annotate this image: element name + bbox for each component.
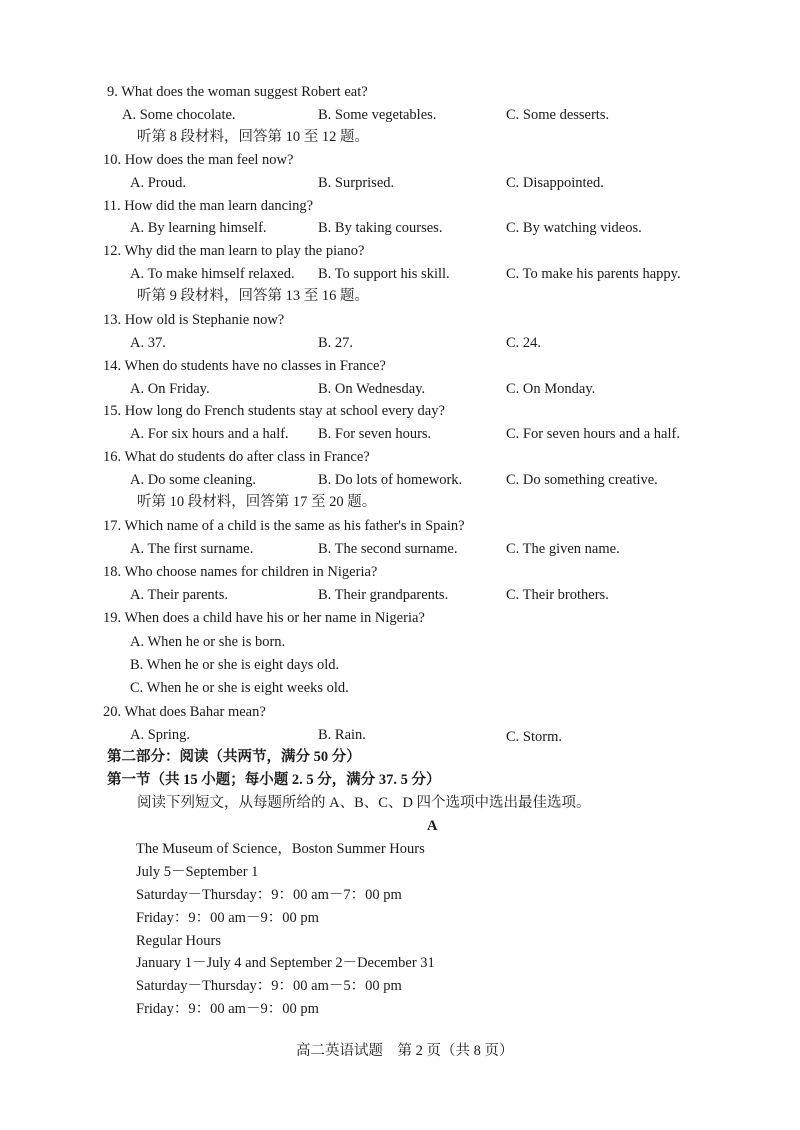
section-heading: 第一节（共 15 小题；每小题 2. 5 分，满分 37. 5 分）	[107, 772, 441, 788]
option-c: C. Storm.	[506, 729, 562, 745]
question-stem: 10. How does the man feel now?	[103, 152, 294, 168]
option-c: C. The given name.	[506, 541, 620, 557]
listening-note: 听第 10 段材料，回答第 17 至 20 题。	[137, 494, 377, 510]
passage-line: The Museum of Science，Boston Summer Hours	[136, 841, 425, 857]
question-stem: 20. What does Bahar mean?	[103, 704, 266, 720]
part-heading: 第二部分：阅读（共两节，满分 50 分）	[107, 749, 361, 765]
option-a: A. Their parents.	[130, 587, 228, 603]
passage-line: Saturday－Thursday：9：00 am－7：00 pm	[136, 887, 402, 903]
option-b: B. 27.	[318, 335, 354, 351]
passage-line: Friday：9：00 am－9：00 pm	[136, 910, 319, 926]
option-a: A. Proud.	[130, 175, 186, 191]
question-stem: 18. Who choose names for children in Nigeria?	[103, 564, 378, 580]
option-b: B. To support his skill.	[318, 266, 450, 282]
option-b: B. Their grandparents.	[318, 587, 449, 603]
option-b: B. The second surname.	[318, 541, 458, 557]
listening-note: 听第 8 段材料，回答第 10 至 12 题。	[137, 129, 369, 145]
option-c: C. Disappointed.	[506, 175, 604, 191]
option-b: B. Do lots of homework.	[318, 472, 463, 488]
option-a: A. Do some cleaning.	[130, 472, 257, 488]
passage-line: July 5－September 1	[136, 864, 259, 880]
option-b: B. By taking courses.	[318, 220, 443, 236]
question-stem: 9. What does the woman suggest Robert eat?	[107, 84, 368, 100]
option-c: C. For seven hours and a half.	[506, 426, 680, 442]
option-c: C. 24.	[506, 335, 542, 351]
option-b: B. For seven hours.	[318, 426, 432, 442]
option-b: B. Surprised.	[318, 175, 395, 191]
option-b: B. When he or she is eight days old.	[130, 657, 340, 673]
question-stem: 16. What do students do after class in France?	[103, 449, 370, 465]
listening-note: 听第 9 段材料，回答第 13 至 16 题。	[137, 288, 369, 304]
passage-letter: A	[427, 818, 438, 834]
option-a: A. For six hours and a half.	[130, 426, 289, 442]
question-stem: 13. How old is Stephanie now?	[103, 312, 285, 328]
question-stem: 19. When does a child have his or her name in Nigeria?	[103, 610, 425, 626]
option-c: C. When he or she is eight weeks old.	[130, 680, 349, 696]
passage-line: Saturday－Thursday：9：00 am－5：00 pm	[136, 978, 402, 994]
question-stem: 17. Which name of a child is the same as his father's in Spain?	[103, 518, 465, 534]
option-a: A. 37.	[130, 335, 166, 351]
option-b: B. Some vegetables.	[318, 107, 437, 123]
question-stem: 14. When do students have no classes in France?	[103, 358, 386, 374]
option-a: A. To make himself relaxed.	[130, 266, 295, 282]
passage-line: Regular Hours	[136, 933, 221, 949]
question-stem: 15. How long do French students stay at school every day?	[103, 403, 445, 419]
option-a: A. When he or she is born.	[130, 634, 286, 650]
option-a: A. Some chocolate.	[122, 107, 236, 123]
option-c: C. Their brothers.	[506, 587, 609, 603]
question-stem: 12. Why did the man learn to play the piano?	[103, 243, 365, 259]
instructions: 阅读下列短文，从每题所给的 A、B、C、D 四个选项中选出最佳选项。	[137, 795, 591, 811]
option-b: B. Rain.	[318, 727, 366, 743]
option-a: A. Spring.	[130, 727, 191, 743]
option-c: C. By watching videos.	[506, 220, 642, 236]
option-a: A. The first surname.	[130, 541, 254, 557]
option-c: C. On Monday.	[506, 381, 596, 397]
option-a: A. On Friday.	[130, 381, 210, 397]
question-stem: 11. How did the man learn dancing?	[103, 198, 314, 214]
passage-line: January 1－July 4 and September 2－December 31	[136, 955, 435, 971]
page-footer: 高二英语试题 第 2 页（共 8 页）	[296, 1043, 514, 1059]
passage-line: Friday：9：00 am－9：00 pm	[136, 1001, 319, 1017]
option-c: C. To make his parents happy.	[506, 266, 681, 282]
option-c: C. Do something creative.	[506, 472, 658, 488]
option-c: C. Some desserts.	[506, 107, 610, 123]
option-b: B. On Wednesday.	[318, 381, 426, 397]
option-a: A. By learning himself.	[130, 220, 267, 236]
